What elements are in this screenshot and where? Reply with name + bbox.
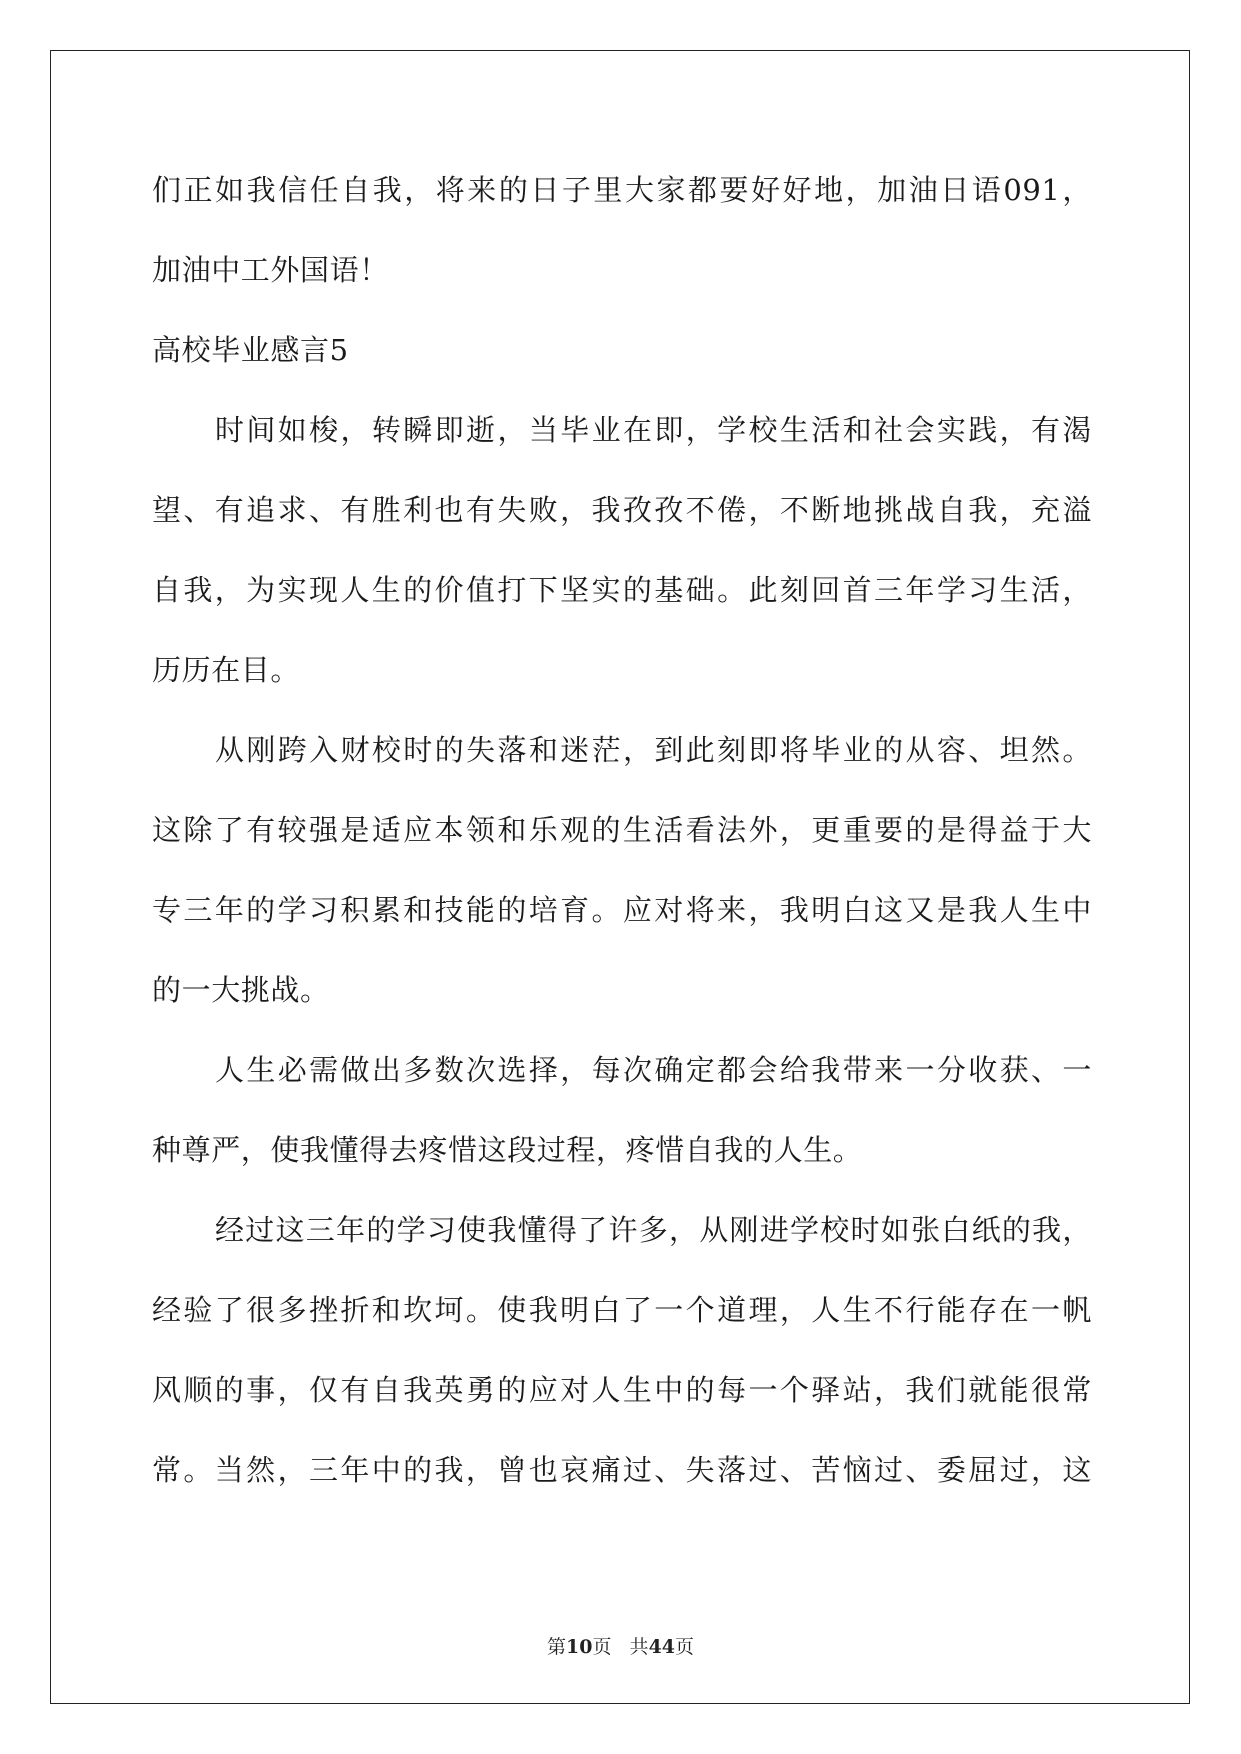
text-line: 望、有追求、有胜利也有失败，我孜孜不倦，不断地挑战自我，充溢: [152, 493, 1092, 527]
current-page-number: 10: [565, 1636, 593, 1658]
text-line: 们正如我信任自我，将来的日子里大家都要好好地，加油日语091，: [152, 173, 1092, 207]
footer-prefix: 第: [546, 1636, 566, 1658]
text-line: 的一大挑战。: [152, 973, 330, 1007]
paragraph-first-line: 从刚跨入财校时的失落和迷茫，到此刻即将毕业的从容、坦然。: [215, 733, 1092, 767]
text-line: 专三年的学习积累和技能的培育。应对将来，我明白这又是我人生中: [152, 893, 1092, 927]
footer-suffix: 页: [675, 1636, 695, 1658]
paragraph-first-line: 经过这三年的学习使我懂得了许多，从刚进学校时如张白纸的我，: [215, 1213, 1092, 1247]
text-line: 经验了很多挫折和坎坷。使我明白了一个道理，人生不行能存在一帆: [152, 1293, 1092, 1327]
text-line: 加油中工外国语！: [152, 253, 389, 287]
page-footer: [0, 1632, 1241, 1659]
footer-middle: 页 共: [592, 1636, 649, 1658]
paragraph-first-line: 时间如梭，转瞬即逝，当毕业在即，学校生活和社会实践，有渴: [215, 413, 1092, 447]
text-line: 种尊严，使我懂得去疼惜这段过程，疼惜自我的人生。: [152, 1133, 863, 1167]
text-line: 这除了有较强是适应本领和乐观的生活看法外，更重要的是得益于大: [152, 813, 1092, 847]
total-pages-number: 44: [648, 1636, 676, 1658]
text-line: 风顺的事，仅有自我英勇的应对人生中的每一个驿站，我们就能很常: [152, 1373, 1092, 1407]
paragraph-first-line: 人生必需做出多数次选择，每次确定都会给我带来一分收获、一: [215, 1053, 1092, 1087]
text-line: 常。当然，三年中的我，曾也哀痛过、失落过、苦恼过、委屈过，这: [152, 1453, 1092, 1487]
text-line: 历历在目。: [152, 653, 301, 687]
section-heading: 高校毕业感言5: [152, 333, 349, 367]
text-line: 自我，为实现人生的价值打下坚实的基础。此刻回首三年学习生活，: [152, 573, 1092, 607]
document-body: [152, 150, 1092, 1510]
